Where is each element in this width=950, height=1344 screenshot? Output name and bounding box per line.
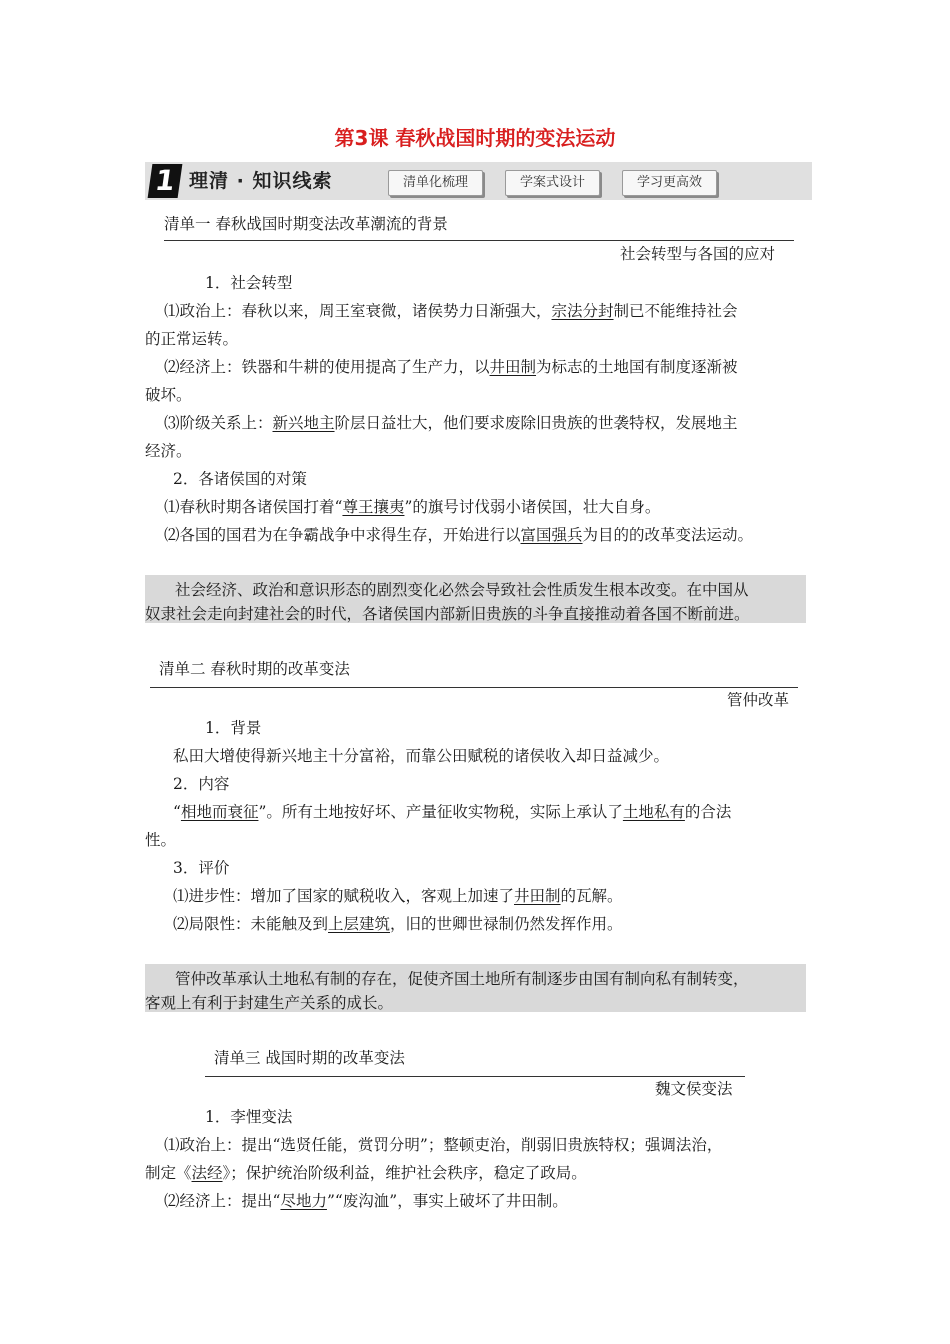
banner-number-badge: 1 <box>148 164 183 198</box>
s3-para-1-line1: ⑴政治上：提出“选贤任能，赏罚分明”；整顿吏治，削弱旧贵族特权；强调法治， <box>164 1136 723 1154</box>
section1-rule <box>164 240 794 241</box>
blank-answer: 上层建筑 <box>328 915 391 933</box>
s1-summary-box <box>145 575 806 623</box>
page-title: 第3课 春秋战国时期的变法运动 <box>334 126 616 150</box>
section2-header: 清单二 春秋时期的改革变法 <box>159 660 350 678</box>
section1-header: 清单一 春秋战国时期变法改革潮流的背景 <box>164 215 448 233</box>
s1-heading-1: 1．社会转型 <box>205 274 293 292</box>
s1-para-1-line1: ⑴政治上：春秋以来，周王室衰微，诸侯势力日渐强大，宗法分封制已不能维持社会 <box>164 302 738 320</box>
s2-para-2-line2: 性。 <box>145 831 177 849</box>
s1-heading-2: 2．各诸侯国的对策 <box>173 470 307 488</box>
s1-para-5: ⑵各国的国君为在争霸战争中求得生存，开始进行以富国强兵为目的的改革变法运动。 <box>164 526 754 544</box>
blank-answer: 富国强兵 <box>520 526 583 544</box>
s2-heading-3: 3．评价 <box>173 859 230 877</box>
s3-para-1-line2: 制定《法经》；保护统治阶级利益，维护社会秩序，稳定了政局。 <box>145 1164 587 1182</box>
section2-subheader: 管仲改革 <box>727 691 790 709</box>
s2-heading-1: 1．背景 <box>205 719 262 737</box>
s3-heading-1: 1．李悝变法 <box>205 1108 293 1126</box>
blank-answer: 尽地力 <box>280 1192 327 1210</box>
s1-para-3-line1: ⑶阶级关系上：新兴地主阶层日益壮大，他们要求废除旧贵族的世袭特权，发展地主 <box>164 414 738 432</box>
s1-para-2-line1: ⑵经济上：铁器和牛耕的使用提高了生产力，以井田制为标志的土地国有制度逐渐被 <box>164 358 738 376</box>
blank-answer: 土地私有 <box>622 803 685 821</box>
banner-button-efficient[interactable]: 学习更高效 <box>622 170 717 196</box>
s1-para-1-line2: 的正常运转。 <box>145 330 239 348</box>
s1-para-4: ⑴春秋时期各诸侯国打着“尊王攘夷”的旗号讨伐弱小诸侯国，壮大自身。 <box>164 498 661 516</box>
s2-para-1: 私田大增使得新兴地主十分富裕，而靠公田赋税的诸侯收入却日益减少。 <box>173 747 670 765</box>
section1-subheader: 社会转型与各国的应对 <box>620 245 776 263</box>
banner-button-checklist[interactable]: 清单化梳理 <box>388 170 483 196</box>
section-banner <box>145 162 812 200</box>
s2-summary-line1: 管仲改革承认土地私有制的存在，促使齐国土地所有制逐步由国有制向私有制转变， <box>175 970 749 988</box>
section3-header: 清单三 战国时期的改革变法 <box>214 1049 405 1067</box>
s1-summary-line1: 社会经济、政治和意识形态的剧烈变化必然会导致社会性质发生根本改变。在中国从 <box>175 581 749 599</box>
s2-heading-2: 2．内容 <box>173 775 230 793</box>
blank-answer: 井田制 <box>514 887 561 905</box>
blank-answer: 宗法分封 <box>551 302 614 320</box>
blank-answer: 井田制 <box>489 358 537 376</box>
section2-rule <box>150 687 798 688</box>
s3-para-2: ⑵经济上：提出“尽地力”“废沟洫”，事实上破坏了井田制。 <box>164 1192 568 1210</box>
blank-answer: 相地而衰征 <box>180 803 259 821</box>
s1-para-2-line2: 破坏。 <box>145 386 192 404</box>
s1-para-3-line2: 经济。 <box>145 442 192 460</box>
s2-summary-box <box>145 964 806 1012</box>
blank-answer: 尊王攘夷 <box>342 498 405 516</box>
s2-para-4: ⑵局限性：未能触及到上层建筑，旧的世卿世禄制仍然发挥作用。 <box>173 915 623 933</box>
s1-summary-line2: 奴隶社会走向封建社会的时代，各诸侯国内部新旧贵族的斗争直接推动着各国不断前进。 <box>145 605 750 623</box>
banner-button-case-design[interactable]: 学案式设计 <box>505 170 600 196</box>
banner-title: 理清 · 知识线索 <box>189 170 333 192</box>
blank-answer: 新兴地主 <box>272 414 335 432</box>
s2-para-2-line1: “相地而衰征”。所有土地按好坏、产量征收实物税，实际上承认了土地私有的合法 <box>173 803 732 821</box>
section3-subheader: 魏文侯变法 <box>655 1080 733 1098</box>
s2-summary-line2: 客观上有利于封建生产关系的成长。 <box>145 994 394 1012</box>
s2-para-3: ⑴进步性：增加了国家的赋税收入，客观上加速了井田制的瓦解。 <box>173 887 623 905</box>
blank-answer: 法经 <box>191 1164 223 1182</box>
